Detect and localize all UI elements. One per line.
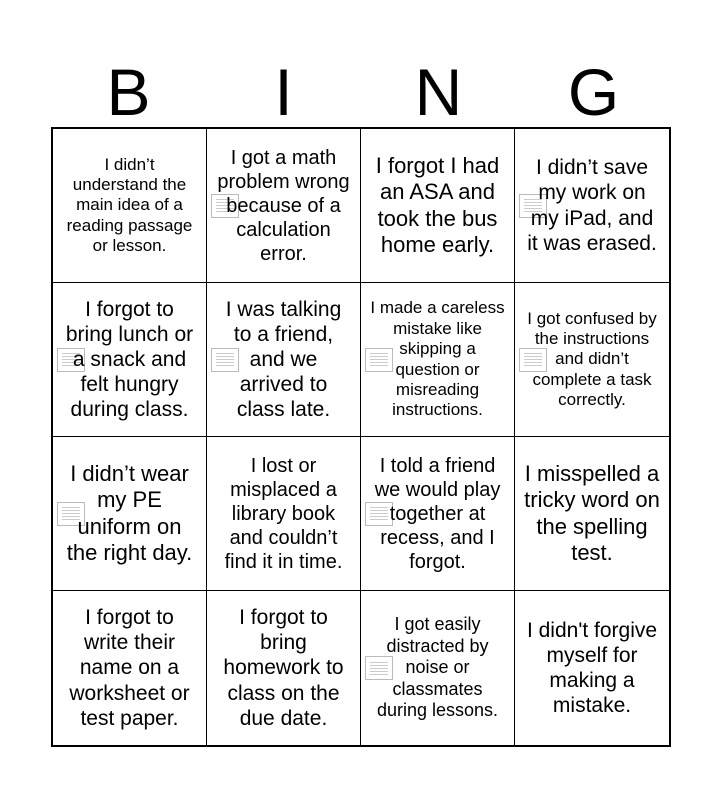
bingo-cell-text: I forgot I had an ASA and took the bus home early. [375,152,500,257]
bingo-cell[interactable] [207,437,361,591]
bingo-cell[interactable] [53,437,207,591]
bingo-cell-text: I forgot to write their name on a worksheet or test paper. [69,606,190,730]
title-letter-n: N [414,55,463,129]
bingo-cell[interactable] [53,283,207,437]
bingo-cell-text: I didn’t save my work on my iPad, and it was erased. [527,156,657,255]
bingo-cell-text: I lost or misplaced a library book and couldn’t find it in time. [224,454,343,573]
bingo-cell[interactable] [515,591,669,745]
bingo-cell-text: I forgot to bring lunch or a snack and felt hungry during class. [65,297,194,422]
bingo-cell-text: I was talking to a friend, and we arrived to class late. [225,297,342,422]
bingo-cell[interactable] [207,129,361,283]
bingo-cell[interactable] [207,591,361,745]
bingo-cell[interactable] [515,437,669,591]
bingo-cell-text: I got confused by the instructions and didn’t complete a task correctly. [527,308,657,410]
bingo-cell[interactable] [361,591,515,745]
bingo-cell-text: I didn’t wear my PE uniform on the right day. [66,460,193,565]
bingo-cell-text: I misspelled a tricky word on the spelling test. [524,460,660,565]
bingo-cell-text: I got a math problem wrong because of a calculation error. [217,146,350,265]
bingo-cell[interactable] [361,129,515,283]
bingo-cell[interactable] [515,283,669,437]
title-letter-b: B [106,55,151,129]
bingo-cell[interactable] [361,283,515,437]
title-letter-i: I [274,55,293,129]
bingo-cell[interactable] [53,129,207,283]
bingo-cell-text: I got easily distracted by noise or classmates during lessons. [376,614,499,721]
title-letter-g: G [567,55,620,129]
bingo-cell-text: I didn’t understand the main idea of a reading passage or lesson. [66,154,193,256]
bingo-cell[interactable] [53,591,207,745]
bingo-cell-text: I made a careless mistake like skipping a question or misreading instructions. [370,298,505,420]
bingo-cell-text: I forgot to bring homework to class on the due date. [223,606,344,730]
bingo-board [51,127,671,747]
bingo-cell-text: I didn't forgive myself for making a mistake. [526,618,658,718]
bingo-cell[interactable] [361,437,515,591]
bingo-cell[interactable] [207,283,361,437]
bingo-cell-text: I told a friend we would play together at recess, and I forgot. [374,454,501,573]
bingo-cell[interactable] [515,129,669,283]
